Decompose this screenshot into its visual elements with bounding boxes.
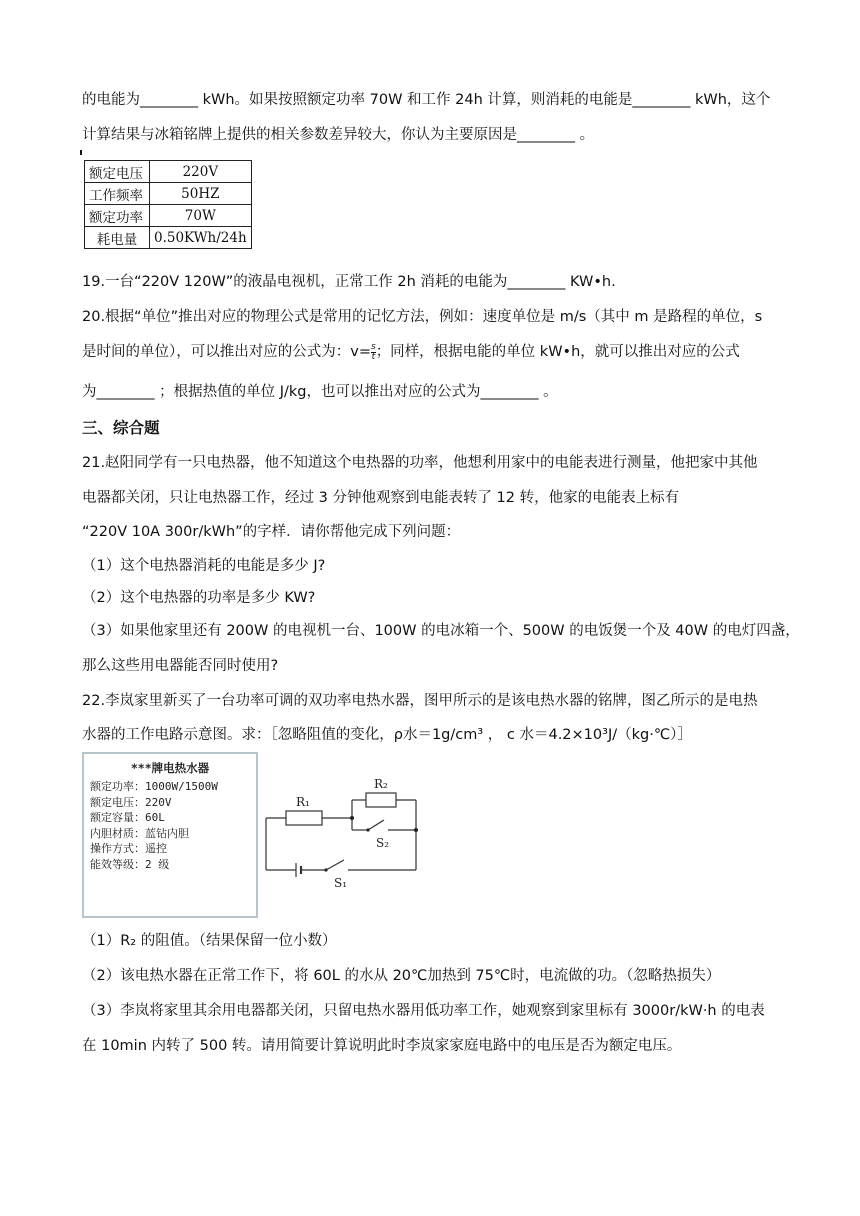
question-22-part: （1）R₂ 的阻值。（结果保留一位小数） xyxy=(82,933,337,949)
spec-value: 0.50KWh/24h xyxy=(150,227,252,249)
switch-s2 xyxy=(368,820,384,830)
stray-mark xyxy=(80,150,82,155)
question-22-part: （2）该电热水器在正常工作下，将 60L 的水从 20℃加热到 75℃时，电流做的功。（忽略热损失） xyxy=(82,968,721,984)
fraction-denominator: t xyxy=(371,351,376,362)
heater-nameplate xyxy=(82,752,258,918)
question-19: 19.一台“220V 120W”的液晶电视机，正常工作 2h 消耗的电能为________ KW•h. xyxy=(82,274,616,290)
question-22-line: 22.李岚家里新买了一台功率可调的双功率电热水器，图甲所示的是该电热水器的铭牌，图乙所示的是电热 xyxy=(82,693,758,709)
label-r2: R₂ xyxy=(374,777,388,791)
table-row xyxy=(85,227,252,249)
table-row xyxy=(85,183,252,205)
question-21-line: 21.赵阳同学有一只电热器，他不知道这个电热器的功率，他想利用家中的电能表进行测量，他把家中其他 xyxy=(82,455,758,471)
nameplate-row: 能效等级：2 级 xyxy=(90,857,170,871)
spec-key: 额定功率 xyxy=(85,205,150,227)
spec-value: 70W xyxy=(150,205,252,227)
circuit-diagram xyxy=(262,770,432,888)
table-row xyxy=(85,205,252,227)
question-22-part: 在 10min 内转了 500 转。请用简要计算说明此时李岚家家庭电路中的电压是否为额定电压。 xyxy=(82,1038,682,1054)
spec-key: 工作频率 xyxy=(85,183,150,205)
question-20-line xyxy=(82,342,740,362)
question-21-part: （1）这个电热器消耗的电能是多少 J? xyxy=(82,558,326,574)
label-s1: S₁ xyxy=(334,876,348,888)
label-r1: R₁ xyxy=(296,795,310,809)
question-21-part: 那么这些用电器能否同时使用? xyxy=(82,658,279,674)
nameplate-title: ***牌电热水器 xyxy=(130,761,210,775)
nameplate-row: 内胆材质：蓝钻内胆 xyxy=(90,826,189,840)
nameplate-row: 额定功率：1000W/1500W xyxy=(90,780,218,793)
label-s2: S₂ xyxy=(376,836,390,850)
text-line: 计算结果与冰箱铭牌上提供的相关参数差异较大，你认为主要原因是________ 。 xyxy=(82,127,595,143)
nameplate-row: 操作方式：遥控 xyxy=(90,842,167,855)
spec-value: 50HZ xyxy=(150,183,252,205)
fridge-spec-table xyxy=(84,160,252,249)
fraction-numerator: s xyxy=(370,341,376,352)
switch-pivot xyxy=(324,868,327,871)
formula-suffix: ；同样，根据电能的单位 kW•h，就可以推出对应的公式 xyxy=(375,344,740,360)
table-row xyxy=(85,161,252,183)
question-21-line: “220V 10A 300r/kWh”的字样．请你帮他完成下列问题： xyxy=(82,524,461,540)
junction-dot xyxy=(414,828,418,832)
spec-value: 220V xyxy=(150,161,252,183)
question-21-part: （3）如果他家里还有 200W 的电视机一台、100W 的电冰箱一个、500W 的电饭煲一个及 40W 的电灯四盏， xyxy=(82,623,800,639)
question-22-part: （3）李岚将家里其余用电器都关闭，只留电热水器用低功率工作，她观察到家里标有 3000r/kW·h 的电表 xyxy=(82,1003,765,1019)
nameplate-row: 额定容量：60L xyxy=(90,811,165,824)
spec-key: 耗电量 xyxy=(85,227,150,249)
resistor-r2 xyxy=(366,793,396,807)
question-20-line: 为________ ；根据热值的单位 J/kg，也可以推出对应的公式为________ 。 xyxy=(82,384,558,400)
resistor-r1 xyxy=(286,811,322,825)
nameplate-row: 额定电压：220V xyxy=(90,795,172,809)
question-20-line: 20.根据“单位”推出对应的物理公式是常用的记忆方法，例如：速度单位是 m/s（其中 m 是路程的单位，s xyxy=(82,309,763,325)
text-line: 的电能为________ kWh。如果按照额定功率 70W 和工作 24h 计算，则消耗的电能是________ kWh，这个 xyxy=(82,92,771,108)
spec-key: 额定电压 xyxy=(85,161,150,183)
formula-prefix: 是时间的单位），可以推出对应的公式为：v= xyxy=(82,344,371,360)
switch-pivot xyxy=(366,828,369,831)
switch-s1 xyxy=(326,860,344,870)
junction-dot xyxy=(350,816,354,820)
question-21-part: （2）这个电热器的功率是多少 KW? xyxy=(82,590,316,606)
section-heading: 三、综合题 xyxy=(82,419,160,437)
question-21-line: 电器都关闭，只让电热器工作，经过 3 分钟他观察到电能表转了 12 转，他家的电能表上标有 xyxy=(82,490,680,506)
question-22-line: 水器的工作电路示意图。求：［忽略阻值的变化，ρ水＝1g/cm³ ， c 水＝4.2×10³J/（kg·℃）］ xyxy=(82,727,692,743)
